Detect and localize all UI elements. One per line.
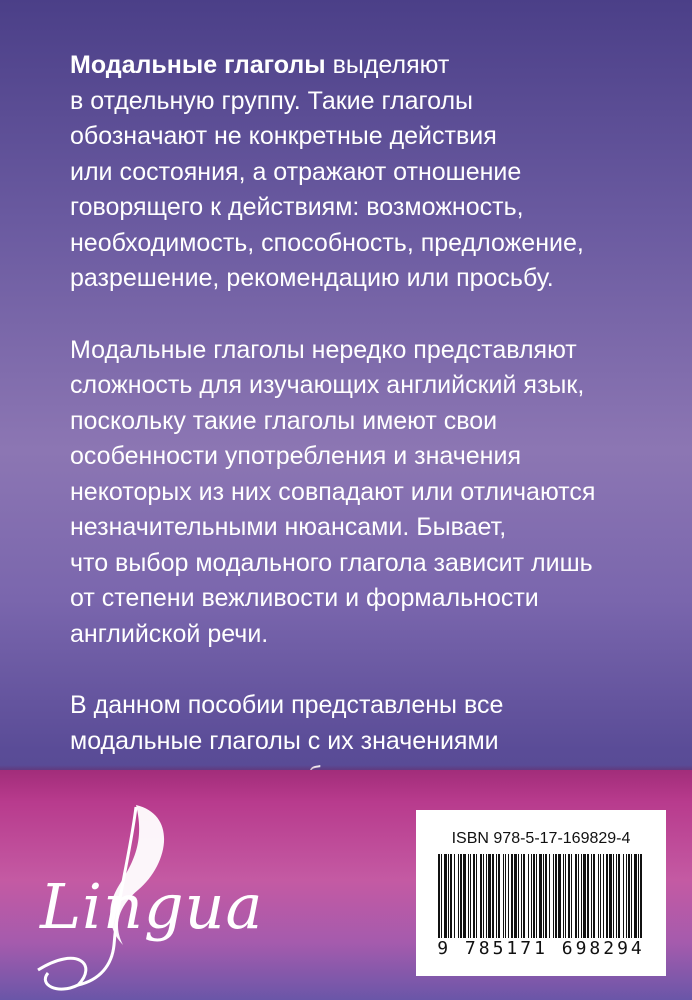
text-line: модальные глаголы с их значениями <box>70 726 499 755</box>
barcode-bar <box>640 854 642 938</box>
barcode-bar <box>555 854 557 938</box>
description-text <box>70 48 670 831</box>
barcode-bar <box>528 854 529 938</box>
barcode-bar <box>613 854 614 938</box>
barcode-bar <box>533 854 535 938</box>
text-line: или состояния, а отражают отношение <box>70 157 522 186</box>
barcode <box>438 854 644 938</box>
barcode-bar <box>488 854 491 938</box>
barcode-bar <box>568 854 570 938</box>
text-line <box>70 48 670 84</box>
text-line: английской речи. <box>70 619 269 648</box>
barcode-bar <box>480 854 482 938</box>
barcode-bar <box>623 854 624 938</box>
barcode-bar <box>581 854 582 938</box>
barcode-bar <box>549 854 550 938</box>
barcode-bar <box>543 854 544 938</box>
text-line: необходимость, способность, предложение, <box>70 228 584 257</box>
text-line: незначительными нюансами. Бывает, <box>70 513 507 541</box>
text-line: Модальные глаголы нередко представляют <box>70 335 577 364</box>
barcode-bar <box>458 854 459 938</box>
barcode-bar <box>536 854 537 938</box>
barcode-bar <box>587 854 589 938</box>
publisher-logo-text: Lingua <box>40 870 264 943</box>
barcode-bar <box>518 854 519 938</box>
barcode-bar <box>441 854 442 938</box>
text-line: разрешение, рекомендацию или просьбу. <box>70 264 554 292</box>
barcode-bar <box>523 854 525 938</box>
text-line: обозначают не конкретные действия <box>70 122 497 150</box>
barcode-bar <box>483 854 484 938</box>
bold-term: Модальные глаголы <box>70 51 326 79</box>
text-span: выделяют <box>325 51 450 79</box>
text-line: некоторых из них совпадают или отличаются <box>70 477 596 506</box>
barcode-bar <box>486 854 487 938</box>
barcode-bar <box>498 854 500 938</box>
barcode-bar <box>492 854 494 938</box>
barcode-bar <box>565 854 566 938</box>
barcode-bar <box>628 854 630 938</box>
barcode-bar <box>521 854 522 938</box>
barcode-bar <box>454 854 455 938</box>
barcode-bar <box>598 854 599 938</box>
barcode-bar <box>450 854 452 938</box>
barcode-bar <box>539 854 542 938</box>
barcode-digits: 9 785171 698294 <box>437 938 645 959</box>
paragraph-1 <box>70 48 670 297</box>
barcode-bar <box>591 854 592 938</box>
isbn-barcode-box <box>416 810 666 976</box>
barcode-bar <box>553 854 554 938</box>
text-line: сложность для изучающих английский язык, <box>70 371 585 399</box>
barcode-bar <box>606 854 608 938</box>
barcode-bar <box>508 854 509 938</box>
text-line: говорящего к действиям: возможность, <box>70 193 524 221</box>
isbn-label: ISBN 978-5-17-169829-4 <box>451 830 631 847</box>
barcode-bar <box>600 854 601 938</box>
barcode-bar <box>616 854 617 938</box>
barcode-bar <box>468 854 469 938</box>
barcode-bar <box>476 854 477 938</box>
barcode-bar <box>634 854 637 938</box>
barcode-bar <box>505 854 506 938</box>
barcode-bar <box>575 854 577 938</box>
barcode-bar <box>609 854 612 938</box>
barcode-bar <box>558 854 561 938</box>
barcode-bar <box>631 854 632 938</box>
barcode-bar <box>583 854 586 938</box>
barcode-bar <box>511 854 513 938</box>
barcode-bar <box>444 854 447 938</box>
barcode-bar <box>626 854 627 938</box>
barcode-bar <box>448 854 449 938</box>
barcode-bar <box>460 854 462 938</box>
barcode-bar <box>496 854 497 938</box>
barcode-bar <box>618 854 620 938</box>
text-line: от степени вежливости и формальности <box>70 584 539 612</box>
paragraph-2 <box>70 333 670 653</box>
text-line: что выбор модального глагола зависит лишь <box>70 548 593 577</box>
barcode-bar <box>514 854 517 938</box>
text-line: особенности употребления и значения <box>70 442 521 470</box>
barcode-bar <box>438 854 440 938</box>
barcode-bar <box>603 854 604 938</box>
barcode-bar <box>470 854 471 938</box>
barcode-bar <box>473 854 475 938</box>
barcode-bar <box>531 854 532 938</box>
text-line: поскольку такие глаголы имеют свои <box>70 406 498 435</box>
barcode-bar <box>593 854 595 938</box>
barcode-bar <box>571 854 572 938</box>
barcode-bar <box>545 854 547 938</box>
barcode-bar <box>578 854 579 938</box>
barcode-bar <box>503 854 504 938</box>
barcode-bar <box>463 854 466 938</box>
barcode-bar <box>563 854 564 938</box>
text-line: В данном пособии представлены все <box>70 691 504 719</box>
text-line: в отдельную группу. Такие глаголы <box>70 86 474 115</box>
barcode-bar <box>638 854 639 938</box>
